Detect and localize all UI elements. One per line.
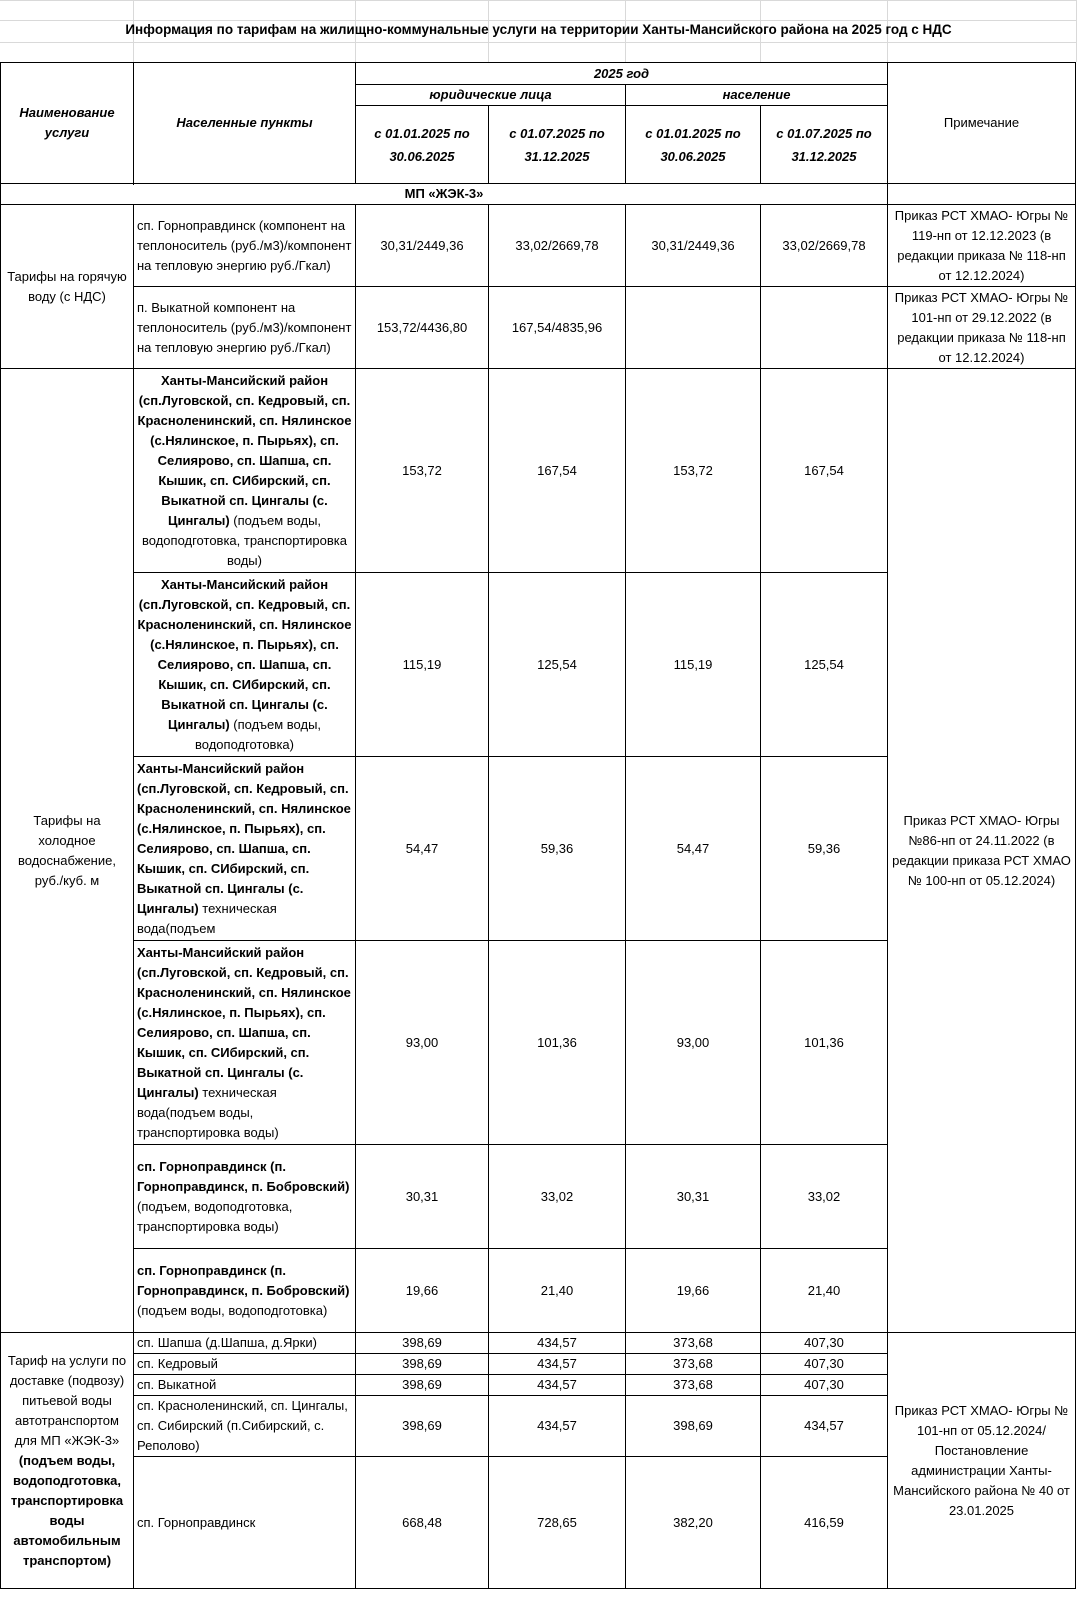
tariff-value: 93,00 (356, 941, 489, 1145)
grid-line (0, 20, 1077, 21)
locality-cell: сп. Кедровый (134, 1354, 356, 1375)
tariff-value: 416,59 (761, 1457, 888, 1589)
locality-detail: техническая вода(подъем воды, транспортировка воды) (137, 1084, 279, 1140)
locality-detail: техническая вода(подъем (137, 900, 277, 936)
tariff-value: 434,57 (761, 1396, 888, 1457)
tariff-value: 125,54 (489, 573, 626, 757)
tariff-value: 398,69 (356, 1354, 489, 1375)
tariff-value: 101,36 (489, 941, 626, 1145)
tariff-value: 398,69 (356, 1396, 489, 1457)
service-delivery-bold: (подъем воды, водоподготовка, транспортировка воды автомобильным транспортом) (10, 1452, 124, 1568)
service-delivery-text: Тариф на услуги по доставке (подвозу) питьевой воды автотранспортом для МП «ЖЭК-3» (7, 1352, 127, 1448)
locality-cell (134, 573, 356, 757)
tariff-value: 59,36 (489, 757, 626, 941)
note-cell: Приказ РСТ ХМАО- Югры № 101-нп от 29.12.2022 (в редакции приказа № 118-нп от 12.12.2024) (888, 287, 1076, 369)
tariff-value: 19,66 (356, 1249, 489, 1333)
grid-line (0, 0, 1077, 1)
locality-detail: (подъем воды, водоподготовка) (195, 716, 322, 752)
tariff-value: 30,31/2449,36 (626, 205, 761, 287)
tariff-value: 21,40 (489, 1249, 626, 1333)
locality-bold: сп. Горноправдинск (п. Горноправдинск, п. Бобровский) (137, 1158, 350, 1194)
locality-cell (134, 941, 356, 1145)
table-row (1, 287, 1076, 369)
header-localities: Населенные пункты (134, 63, 356, 184)
tariff-value: 33,02/2669,78 (489, 205, 626, 287)
header-population: население (626, 85, 888, 106)
header-row (1, 63, 1076, 85)
note-cell: Приказ РСТ ХМАО- Югры № 101-нп от 05.12.2024/ Постановление администрации Ханты-Мансийского района № 40 от 23.01.2025 (888, 1333, 1076, 1589)
tariff-value: 373,68 (626, 1375, 761, 1396)
locality-detail: (подъем воды, водоподготовка, транспортировка воды) (142, 512, 347, 568)
organization-note-cell (888, 184, 1076, 205)
header-year: 2025 год (356, 63, 888, 85)
tariff-value: 30,31/2449,36 (356, 205, 489, 287)
locality-detail: (подъем, водоподготовка, транспортировка воды) (137, 1198, 293, 1234)
tariff-value: 434,57 (489, 1354, 626, 1375)
tariff-value: 167,54 (489, 369, 626, 573)
locality-bold: Ханты-Мансийский район (сп.Луговской, сп. Кедровый, сп. Красноленинский, сп. Нялинское (с.Нялинское, п. Пырьях), сп. Селиярово, сп. Шапша, сп. Кышик, сп. СИбирский, сп. Выкатной сп. Цингалы (с. Цингалы) (137, 760, 351, 916)
locality-cell (134, 757, 356, 941)
locality-bold: Ханты-Мансийский район (сп.Луговской, сп. Кедровый, сп. Красноленинский, сп. Нялинское (с.Нялинское, п. Пырьях), сп. Селиярово, сп. Шапша, сп. Кышик, сп. СИбирский, сп. Выкатной сп. Цингалы (с. Цингалы) (137, 944, 351, 1100)
tariff-value: 30,31 (626, 1145, 761, 1249)
locality-cell (134, 1145, 356, 1249)
tariff-value: 115,19 (356, 573, 489, 757)
tariff-value: 728,65 (489, 1457, 626, 1589)
note-cell: Приказ РСТ ХМАО- Югры № 119-нп от 12.12.2023 (в редакции приказа № 118-нп от 12.12.2024) (888, 205, 1076, 287)
locality-detail: (подъем воды, водоподготовка) (137, 1302, 328, 1318)
tariff-value: 668,48 (356, 1457, 489, 1589)
header-note: Примечание (888, 63, 1076, 184)
locality-cell: сп. Шапша (д.Шапша, д.Ярки) (134, 1333, 356, 1354)
tariff-value: 398,69 (356, 1333, 489, 1354)
tariff-value (761, 287, 888, 369)
tariff-value: 398,69 (356, 1375, 489, 1396)
locality-bold: Ханты-Мансийский район (сп.Луговской, сп. Кедровый, сп. Красноленинский, сп. Нялинское (с.Нялинское, п. Пырьях), сп. Селиярово, сп. Шапша, сп. Кышик, сп. СИбирский, сп. Выкатной сп. Цингалы (с. Цингалы) (137, 372, 352, 528)
tariff-value: 21,40 (761, 1249, 888, 1333)
locality-cell (134, 1249, 356, 1333)
header-period-pop-2: с 01.07.2025 по 31.12.2025 (761, 106, 888, 184)
tariff-value: 101,36 (761, 941, 888, 1145)
tariff-value: 153,72 (626, 369, 761, 573)
locality-cell: сп. Выкатной (134, 1375, 356, 1396)
locality-bold: сп. Горноправдинск (п. Горноправдинск, п. Бобровский) (137, 1262, 350, 1298)
tariff-value: 407,30 (761, 1375, 888, 1396)
tariff-value: 115,19 (626, 573, 761, 757)
tariff-value: 167,54/4835,96 (489, 287, 626, 369)
tariff-value: 382,20 (626, 1457, 761, 1589)
tariff-table (0, 62, 1076, 1589)
table-row (1, 1333, 1076, 1354)
tariff-value: 167,54 (761, 369, 888, 573)
tariff-value: 407,30 (761, 1333, 888, 1354)
tariff-value: 153,72 (356, 369, 489, 573)
locality-cell: сп. Горноправдинск (134, 1457, 356, 1589)
locality-cell: сп. Горноправдинск (компонент на теплоноситель (руб./м3)/компонент на тепловую энергию руб./Гкал) (134, 205, 356, 287)
header-service-name: Наименование услуги (1, 63, 134, 184)
tariff-value: 59,36 (761, 757, 888, 941)
tariff-value: 434,57 (489, 1375, 626, 1396)
tariff-value: 30,31 (356, 1145, 489, 1249)
tariff-value: 33,02 (761, 1145, 888, 1249)
tariff-value: 54,47 (626, 757, 761, 941)
tariff-value: 153,72/4436,80 (356, 287, 489, 369)
service-delivery (1, 1333, 134, 1589)
table-row (1, 369, 1076, 573)
service-cold-water: Тарифы на холодное водоснабжение, руб./куб. м (1, 369, 134, 1333)
tariff-value: 373,68 (626, 1333, 761, 1354)
service-hot-water: Тарифы на горячую воду (с НДС) (1, 205, 134, 369)
locality-cell: сп. Красноленинский, сп. Цингалы, сп. Сибирский (п.Сибирский, с. Реполово) (134, 1396, 356, 1457)
tariff-value: 373,68 (626, 1354, 761, 1375)
tariff-value: 434,57 (489, 1396, 626, 1457)
tariff-value: 407,30 (761, 1354, 888, 1375)
tariff-value (626, 287, 761, 369)
tariff-value: 33,02 (489, 1145, 626, 1249)
header-period-legal-1: с 01.01.2025 по 30.06.2025 (356, 106, 489, 184)
tariff-value: 33,02/2669,78 (761, 205, 888, 287)
tariff-value: 19,66 (626, 1249, 761, 1333)
locality-bold: Ханты-Мансийский район (сп.Луговской, сп. Кедровый, сп. Красноленинский, сп. Нялинское (с.Нялинское, п. Пырьях), сп. Селиярово, сп. Шапша, сп. Кышик, сп. СИбирский, сп. Выкатной сп. Цингалы (с. Цингалы) (137, 576, 352, 732)
tariff-value: 398,69 (626, 1396, 761, 1457)
table-row (1, 205, 1076, 287)
header-legal-entities: юридические лица (356, 85, 626, 106)
organization-name: МП «ЖЭК-3» (1, 184, 888, 205)
tariff-value: 125,54 (761, 573, 888, 757)
tariff-value: 93,00 (626, 941, 761, 1145)
locality-cell: п. Выкатной компонент на теплоноситель (руб./м3)/компонент на тепловую энергию руб./Гкал) (134, 287, 356, 369)
organization-row (1, 184, 1076, 205)
grid-line (0, 42, 1077, 43)
tariff-value: 54,47 (356, 757, 489, 941)
header-period-legal-2: с 01.07.2025 по 31.12.2025 (489, 106, 626, 184)
locality-cell (134, 369, 356, 573)
tariff-value: 434,57 (489, 1333, 626, 1354)
page-title: Информация по тарифам на жилищно-коммунальные услуги на территории Ханты-Мансийского района на 2025 год с НДС (125, 22, 952, 37)
header-period-pop-1: с 01.01.2025 по 30.06.2025 (626, 106, 761, 184)
note-cell: Приказ РСТ ХМАО- Югры №86-нп от 24.11.2022 (в редакции приказа РСТ ХМАО № 100-нп от 05.12.2024) (888, 369, 1076, 1333)
